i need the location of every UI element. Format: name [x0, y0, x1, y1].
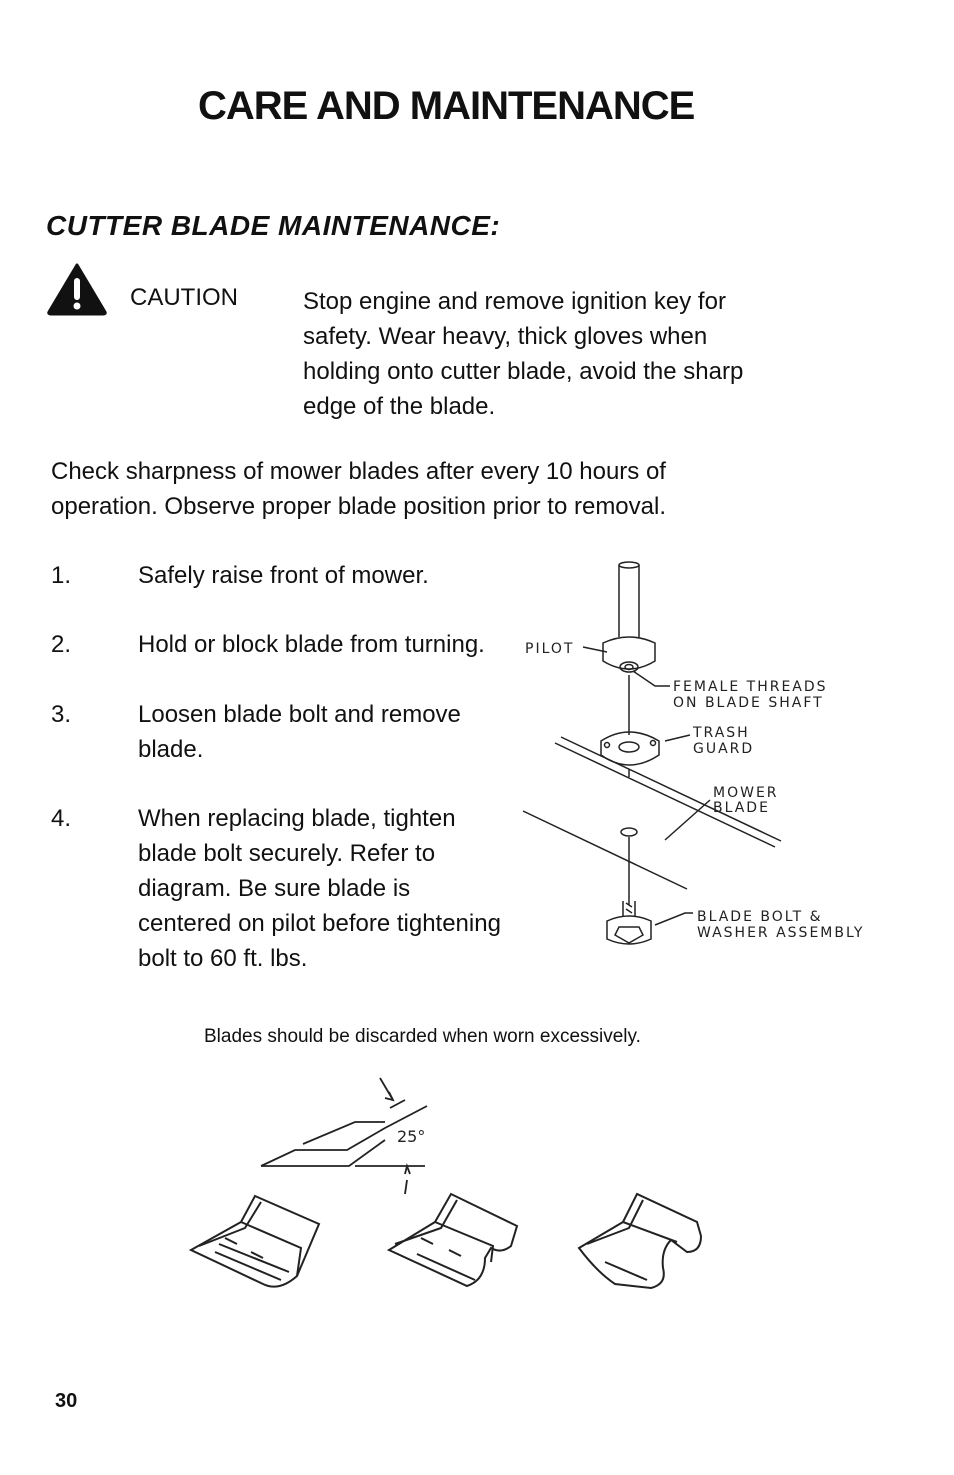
step-line: bolt to 60 ft. lbs.	[138, 945, 308, 972]
angle-label: 25°	[397, 1127, 426, 1146]
caution-text	[303, 284, 823, 424]
step-number: 3.	[51, 701, 72, 728]
step-line: When replacing blade, tighten	[138, 805, 456, 832]
step-text	[138, 558, 429, 593]
caution-line: Stop engine and remove ignition key for	[303, 288, 726, 315]
step-line: centered on pilot before tightening	[138, 910, 501, 937]
label-blade-shaft: ON BLADE SHAFT	[673, 695, 824, 711]
label-blade-bolt: BLADE BOLT &	[697, 909, 823, 925]
intro-line: operation. Observe proper blade position prior to removal.	[51, 493, 666, 520]
label-mower: MOWER	[713, 785, 779, 801]
step-number: 4.	[51, 805, 72, 832]
label-guard: GUARD	[693, 741, 755, 757]
step-line: Hold or block blade from turning.	[138, 631, 485, 658]
step-line: blade bolt securely. Refer to	[138, 840, 436, 867]
label-female-threads: FEMALE THREADS	[673, 679, 828, 695]
caution-label: CAUTION	[130, 284, 238, 311]
label-pilot: PILOT	[525, 641, 575, 657]
page-title: CARE AND MAINTENANCE	[198, 84, 695, 128]
label-trash: TRASH	[693, 725, 750, 741]
intro-line: Check sharpness of mower blades after every 10 hours of	[51, 458, 666, 485]
step-text	[138, 627, 485, 662]
step-line: diagram. Be sure blade is	[138, 875, 411, 902]
step-number: 1.	[51, 562, 72, 589]
step-text	[138, 697, 461, 767]
step-number: 2.	[51, 631, 72, 658]
step-line: Loosen blade bolt and remove	[138, 701, 461, 728]
warning-triangle-icon	[46, 262, 108, 316]
step-line: Safely raise front of mower.	[138, 562, 429, 589]
blade-assembly-diagram	[515, 555, 875, 960]
blade-badly-worn-example	[579, 1194, 701, 1288]
caution-line: safety. Wear heavy, thick gloves when	[303, 323, 708, 350]
caution-line: holding onto cutter blade, avoid the sharp	[303, 358, 744, 385]
section-title: CUTTER BLADE MAINTENANCE:	[46, 210, 501, 241]
step-text	[138, 801, 501, 976]
label-washer-assembly: WASHER ASSEMBLY	[697, 925, 865, 941]
step-line: blade.	[138, 736, 204, 763]
blade-angle-diagram	[255, 1070, 440, 1202]
caution-line: edge of the blade.	[303, 393, 496, 420]
wear-note: Blades should be discarded when worn excessively.	[204, 1026, 641, 1047]
blade-good-example	[191, 1196, 319, 1287]
page-number: 30	[55, 1390, 78, 1412]
worn-blades-diagram	[185, 1188, 715, 1298]
label-blade: BLADE	[713, 800, 770, 816]
blade-worn-example	[389, 1194, 517, 1286]
intro-paragraph	[51, 454, 871, 524]
